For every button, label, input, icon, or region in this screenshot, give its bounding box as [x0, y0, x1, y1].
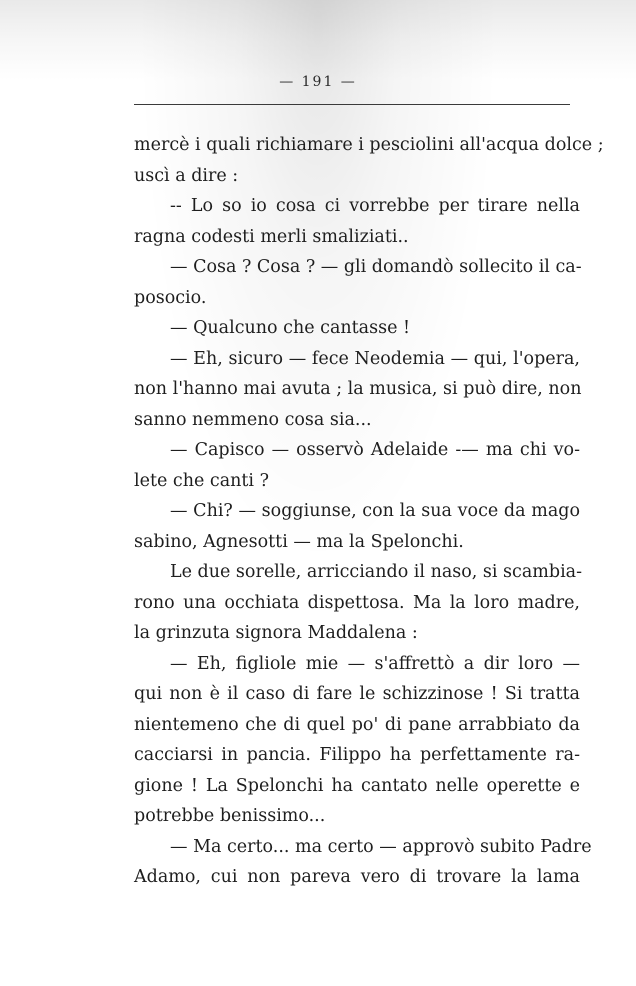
text-line: — Eh, figliole mie — s'affrettò a dir loro —: [170, 653, 580, 674]
text-line: rono una occhiata dispettosa. Ma la loro madre,: [134, 592, 580, 613]
text-line: nientemeno che di quel po' di pane arrabbiato da: [134, 714, 580, 735]
text-line: — Chi? — soggiunse, con la sua voce da mago: [170, 501, 580, 521]
text-line: — Capisco — osservò Adelaide -— ma chi vo-: [170, 440, 580, 460]
page-number: — 191 —: [279, 74, 357, 90]
text-line: uscì a dire :: [134, 165, 239, 186]
text-line: — Ma certo... ma certo — approvò subito Padre: [170, 836, 592, 857]
text-line: lete che canti ?: [134, 470, 269, 491]
text-line: ragna codesti merli smaliziati..: [134, 226, 409, 247]
text-line: — Eh, sicuro — fece Neodemia — qui, l'opera,: [170, 348, 580, 369]
text-line: potrebbe benissimo...: [134, 806, 326, 826]
text-line: mercè i quali richiamare i pesciolini all'acqua dolce ;: [134, 135, 604, 155]
text-line: — Cosa ? Cosa ? — gli domandò sollecito il ca-: [170, 257, 582, 277]
text-line: gione ! La Spelonchi ha cantato nelle operette e: [134, 775, 580, 796]
text-line: Adamo, cui non pareva vero di trovare la lama: [134, 867, 580, 887]
text-line: sanno nemmeno cosa sia...: [134, 409, 372, 430]
text-line: sabino, Agnesotti — ma la Spelonchi.: [134, 531, 464, 552]
text-line: -- Lo so io cosa ci vorrebbe per tirare nella: [170, 196, 580, 216]
text-line: la grinzuta signora Maddalena :: [134, 623, 418, 643]
text-line: — Qualcuno che cantasse !: [170, 318, 411, 338]
body-text: [134, 130, 604, 893]
text-line: Le due sorelle, arricciando il naso, si scambia-: [170, 562, 583, 582]
text-line: qui non è il caso di fare le schizzinose ! Si tratta: [134, 684, 580, 704]
text-line: posocio.: [134, 287, 207, 308]
header-rule: [134, 104, 570, 105]
text-line: non l'hanno mai avuta ; la musica, si può dire, non: [134, 379, 582, 399]
text-line: cacciarsi in pancia. Filippo ha perfettamente ra-: [134, 745, 580, 765]
